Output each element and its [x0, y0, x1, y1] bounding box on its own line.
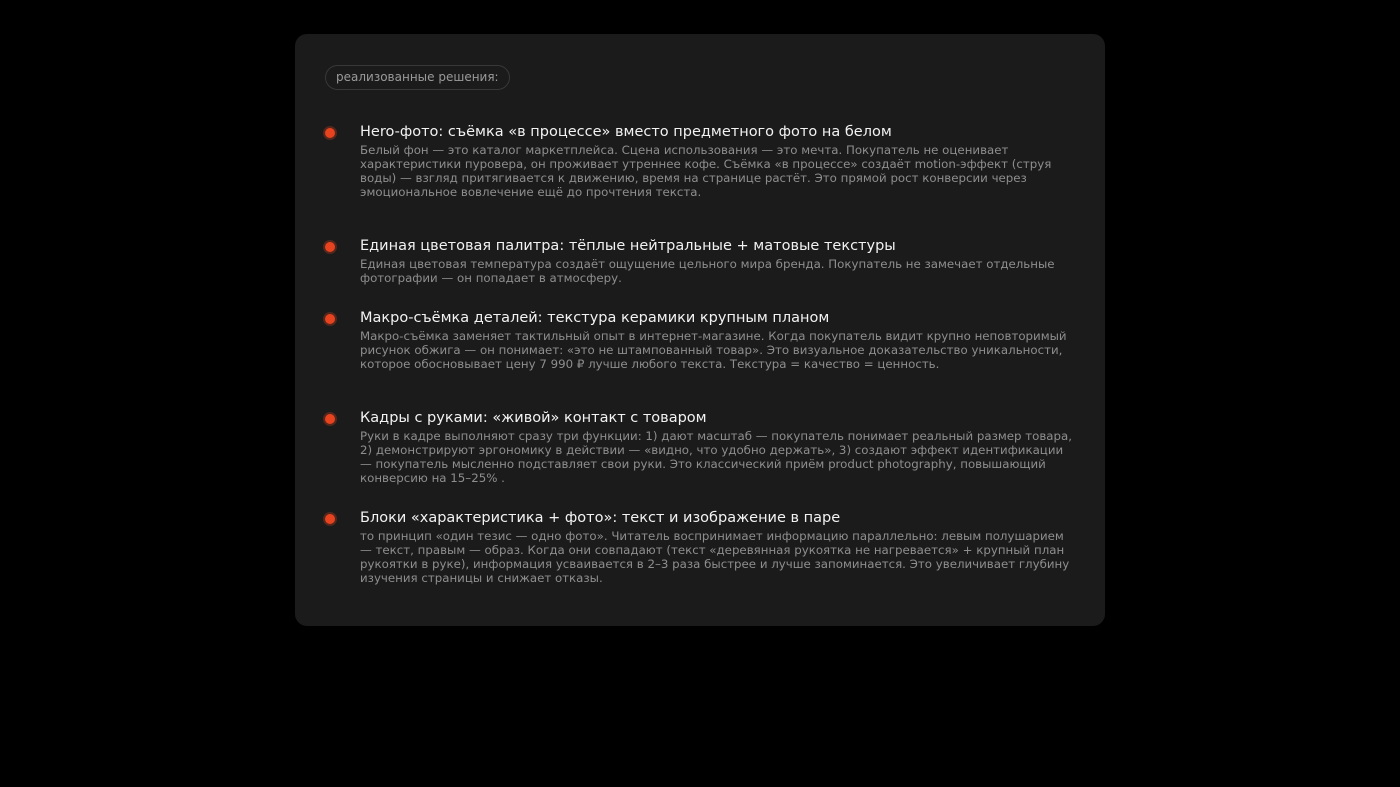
bullet-dot-icon: [325, 414, 335, 424]
bullet-dot-icon: [325, 514, 335, 524]
item-description: то принцип «один тезис — одно фото». Читатель воспринимает информацию параллельно: левым полушарием — текст, правым — образ. Когда они совпадают (текст «деревянная рукоятка не нагревается» + крупный план рукоятки в руке), информация усваивается в 2–3 раза быстрее и лучше запоминается. Это увеличивает глубину изучения страницы и снижает отказы.: [360, 529, 1070, 585]
bullet-dot-icon: [325, 314, 335, 324]
item-title: Кадры с руками: «живой» контакт с товаром: [360, 410, 707, 426]
bullet-dot-icon: [325, 242, 335, 252]
item-title: Единая цветовая палитра: тёплые нейтральные + матовые текстуры: [360, 238, 896, 254]
item-description: Единая цветовая температура создаёт ощущение цельного мира бренда. Покупатель не замечает отдельные фотографии — он попадает в атмосферу.: [360, 257, 1055, 285]
item-title: Блоки «характеристика + фото»: текст и изображение в паре: [360, 510, 841, 526]
item-title: Hero-фото: съёмка «в процессе» вместо предметного фото на белом: [360, 124, 892, 140]
item-description: Руки в кадре выполняют сразу три функции: 1) дают масштаб — покупатель понимает реальный размер товара, 2) демонстрируют эргономику в действии — «видно, что удобно держать», 3) создают эффект идентификации — покупатель мысленно подставляет свои руки. Это классический приём product photography, повышающий конверсию на 15–25% .: [360, 429, 1073, 485]
item-title: Макро-съёмка деталей: текстура керамики крупным планом: [360, 310, 830, 326]
bullet-dot-icon: [325, 128, 335, 138]
item-description: Белый фон — это каталог маркетплейса. Сцена использования — это мечта. Покупатель не оценивает характеристики пуровера, он проживает утреннее кофе. Съёмка «в процессе» создаёт motion-эффект (струя воды) — взгляд притягивается к движению, время на странице растёт. Это прямой рост конверсии через эмоциональное вовлечение ещё до прочтения текста.: [360, 143, 1052, 199]
item-description: Макро-съёмка заменяет тактильный опыт в интернет-магазине. Когда покупатель видит крупно неповторимый рисунок обжига — он понимает: «это не штампованный товар». Это визуальное доказательство уникальности, которое обосновывает цену 7 990 ₽ лучше любого текста. Текстура = качество = ценность.: [360, 329, 1067, 371]
solutions-panel: [295, 34, 1105, 626]
section-label: реализованные решения:: [325, 65, 510, 90]
